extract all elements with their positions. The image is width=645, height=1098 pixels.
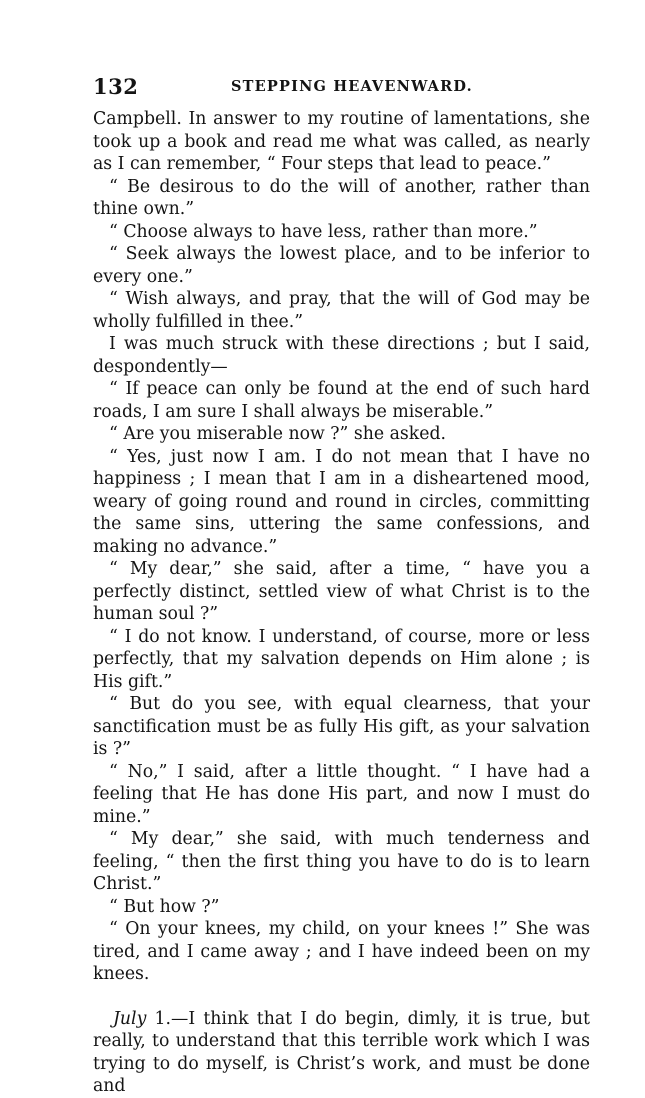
paragraph: “ If peace can only be found at the end of such hard roads, I am sure I shall always be miserable.” — [93, 379, 590, 422]
paragraph: Campbell. In answer to my routine of lamentations, she took up a book and read me what was called, as nearly as I can remember, “ Four steps that lead to peace.” — [93, 109, 590, 174]
paragraph: “ My dear,” she said, after a time, “ have you a perfectly distinct, settled view of what Christ is to the human soul ?” — [93, 559, 590, 624]
paragraph: “ Seek always the lowest place, and to be inferior to every one.” — [93, 244, 590, 287]
paragraph: “ Choose always to have less, rather than more.” — [109, 221, 538, 242]
paragraph: “ My dear,” she said, with much tenderness and feeling, “ then the first thing you have to do is to learn Christ.” — [93, 829, 590, 894]
paragraph: “ On your knees, my child, on your knees !” She was tired, and I came away ; and I have indeed been on my knees. — [93, 919, 590, 984]
entry-date: July — [113, 1008, 147, 1029]
paragraph: “ But do you see, with equal clearness, that your sanctification must be as fully His gift, as your salvation is ?” — [93, 694, 590, 759]
page-header — [93, 74, 590, 98]
running-head: STEPPING HEAVENWARD. — [231, 78, 473, 95]
paragraph: “ I do not know. I understand, of course, more or less perfectly, that my salvation depends on Him alone ; is His gift.” — [93, 626, 590, 692]
paragraph: “ But how ?” — [109, 896, 220, 917]
body-text — [93, 108, 590, 1098]
paragraph: “ Are you miserable now ?” she asked. — [109, 424, 447, 444]
paragraph: “ Yes, just now I am. I do not mean that I have no happiness ; I mean that I am in a disheartened mood, weary of going round and round in circles, committing the same sins, uttering the same confessions, and making no advance.” — [93, 446, 590, 557]
paragraph: “ No,” I said, after a little thought. “ I have had a feeling that He has done His part, and now I must do mine.” — [93, 761, 590, 827]
paragraph: “ Be desirous to do the will of another, rather than thine own.” — [93, 176, 590, 219]
paragraph: I was much struck with these directions ; but I said, despondently— — [93, 334, 590, 377]
page-number: 132 — [93, 74, 139, 99]
entry-text: 1.—I think that I do begin, dimly, it is true, but really, to understand that this terrible work which I was trying to do myself, is Christ’s work, and must be done and — [93, 1008, 590, 1096]
journal-entry — [93, 1008, 590, 1098]
paragraph: “ Wish always, and pray, that the will of God may be wholly fulfilled in thee.” — [93, 289, 590, 332]
